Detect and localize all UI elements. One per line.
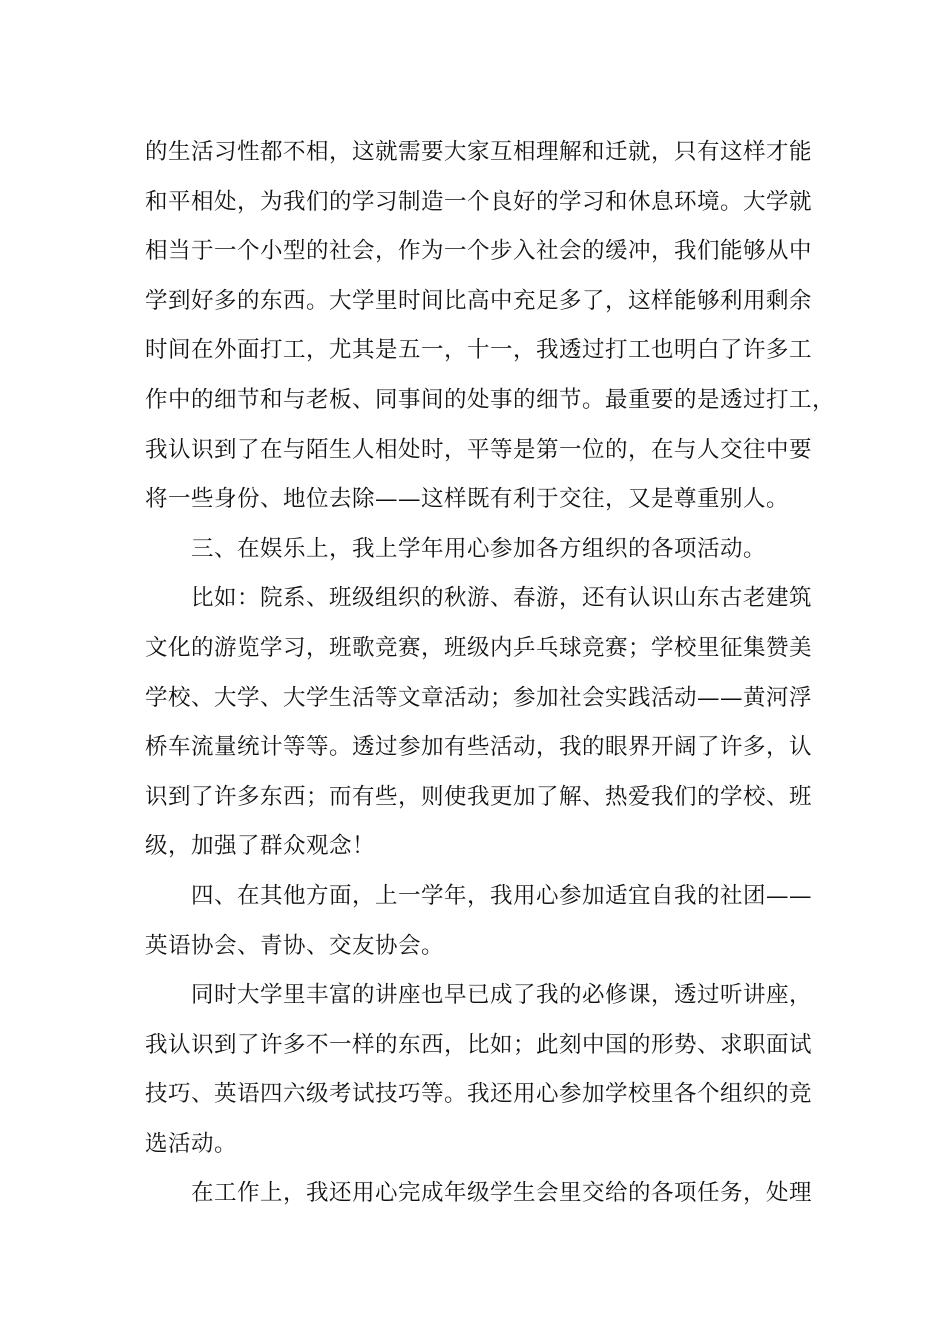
text-line: 的生活习性都不相，这就需要大家互相理解和迁就，只有这样才能 bbox=[145, 139, 813, 165]
text-line: 级，加强了群众观念！ bbox=[145, 833, 376, 860]
paragraph-entertainment-heading bbox=[145, 525, 815, 575]
text-line: 四、在其他方面，上一学年，我用心参加适宜自我的社团—— bbox=[191, 882, 813, 909]
text-line: 我认识到了许多不一样的东西，比如；此刻中国的形势、求职面试 bbox=[145, 1031, 813, 1058]
text-line: 文化的游览学习，班歌竞赛，班级内乒乓球竞赛；学校里征集赞美 bbox=[145, 634, 813, 661]
text-line: 三、在娱乐上，我上学年用心参加各方组织的各项活动。 bbox=[191, 535, 767, 562]
text-line: 英语协会、青协、交友协会。 bbox=[145, 932, 445, 959]
paragraph-activities bbox=[145, 574, 815, 872]
paragraph-other-aspects bbox=[145, 872, 815, 971]
paragraph-lectures bbox=[145, 971, 815, 1169]
paragraph-dorm-life bbox=[145, 128, 836, 525]
text-line: 比如：院系、班级组织的秋游、春游，还有认识山东古老建筑 bbox=[191, 585, 813, 612]
text-line: 选活动。 bbox=[145, 1130, 238, 1157]
text-line: 相当于一个小型的社会，作为一个步入社会的缓冲，我们能够从中 bbox=[145, 238, 813, 265]
text-line: 技巧、英语四六级考试技巧等。我还用心参加学校里各个组织的竞 bbox=[145, 1081, 813, 1108]
text-line: 作中的细节和与老板、同事间的处事的细节。最重要的是透过打工， bbox=[145, 386, 836, 413]
text-line: 学到好多的东西。大学里时间比高中充足多了，这样能够利用剩余 bbox=[145, 287, 813, 314]
text-line: 学校、大学、大学生活等文章活动；参加社会实践活动——黄河浮 bbox=[145, 684, 813, 711]
text-line: 和平相处，为我们的学习制造一个良好的学习和休息环境。大学就 bbox=[145, 188, 813, 215]
text-line: 时间在外面打工，尤其是五一，十一，我透过打工也明白了许多工 bbox=[145, 337, 813, 364]
text-line: 在工作上，我还用心完成年级学生会里交给的各项任务，处理 bbox=[191, 1180, 813, 1207]
document-body bbox=[145, 128, 836, 1219]
text-line: 我认识到了在与陌生人相处时，平等是第一位的，在与人交往中要 bbox=[145, 436, 813, 463]
text-line: 桥车流量统计等等。透过参加有些活动，我的眼界开阔了许多，认 bbox=[145, 734, 813, 761]
text-line: 同时大学里丰富的讲座也早已成了我的必修课，透过听讲座， bbox=[191, 982, 813, 1009]
paragraph-work bbox=[145, 1169, 815, 1219]
text-line: 将一些身份、地位去除——这样既有利于交往，又是尊重别人。 bbox=[145, 486, 790, 513]
text-line: 识到了许多东西；而有些，则使我更加了解、热爱我们的学校、班 bbox=[145, 783, 813, 810]
